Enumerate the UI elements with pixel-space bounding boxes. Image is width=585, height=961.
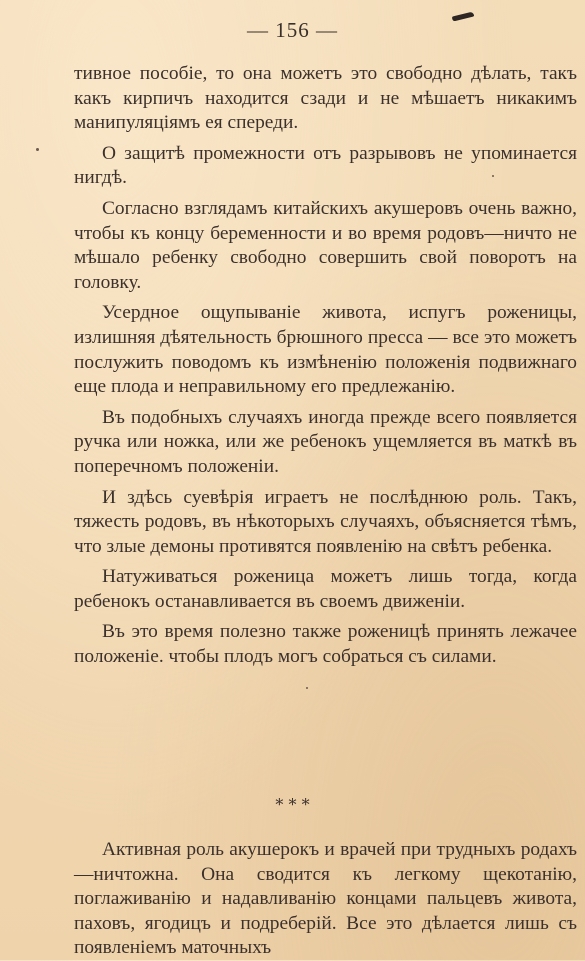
paper-speck [36,148,39,151]
continued-text [74,838,577,961]
page-number: — 156 — [247,18,338,42]
paragraph: Въ подобныхъ случаяхъ иногда прежде всего появляется ручка или ножка, или же ребенокъ ущемляется въ маткѣ въ поперечномъ положенiи. [74,406,577,477]
paragraph: Активная роль акушерокъ и врачей при трудныхъ родахъ—ничтожна. Она сводится къ легкому щекотанiю, поглаживанiю и надавливанiю концами пальцевъ живота, паховъ, ягодицъ и подреберiй. Все это дѣлается лишь съ появленiемъ маточныхъ [74,839,577,959]
main-text [74,62,577,676]
paragraph: Согласно взглядамъ китайскихъ акушеровъ очень важно, чтобы къ концу беременности и во время родовъ—ничто не мѣшало ребенку свободно совершить свой поворотъ на головку. [74,197,577,293]
paragraph: Въ это время полезно также роженицѣ принять лежачее положенiе. чтобы плодъ могъ собраться съ силами. [74,621,577,668]
section-separator: * * * [275,795,310,814]
paragraph: О защитѣ промежности отъ разрывовъ не упоминается нигдѣ. [74,142,577,189]
paper-speck [306,687,308,689]
paragraph: тивное пособiе, то она можетъ это свободно дѣлать, такъ какъ кирпичъ находится сзади и не мѣшаетъ никакимъ манипуляцiямъ ея спереди. [74,63,577,134]
paragraph: Натуживаться роженица можетъ лишь тогда, когда ребенокъ останавливается въ своемъ движенiи. [74,566,577,612]
paragraph: И здѣсь суевѣрiя играетъ не послѣднюю роль. Такъ, тяжесть родовъ, въ нѣкоторыхъ случаяхъ, объясняется тѣмъ, что злые демоны противятся появленiю на свѣтъ ребенка. [74,486,577,557]
paragraph: Усердное ощупыванiе живота, испугъ роженицы, излишняя дѣятельность брюшного пресса — все это можетъ послужить поводомъ къ измѣненiю положенiя подвижнаго еще плода и неправильному его предлежанiю. [74,302,577,398]
